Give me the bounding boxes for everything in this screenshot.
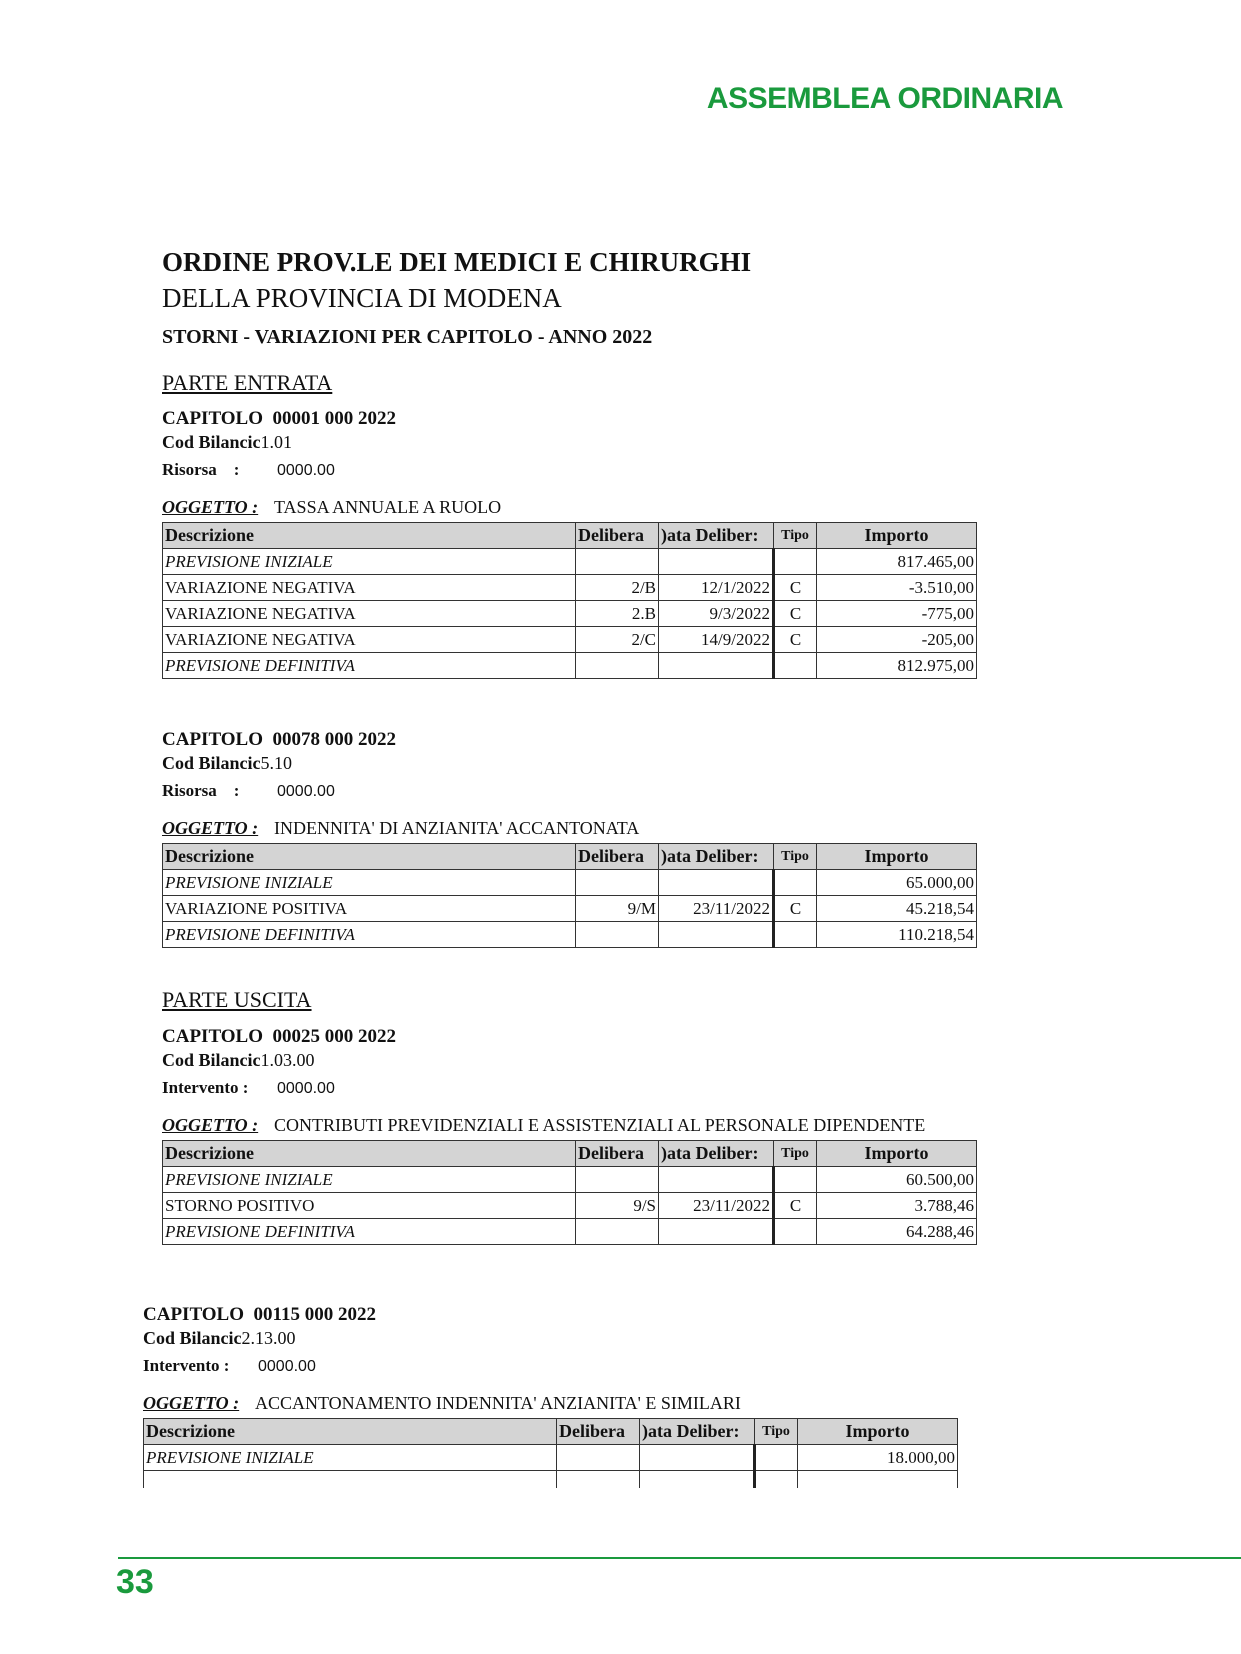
colon: : — [233, 781, 240, 800]
oggetto-line — [162, 496, 977, 518]
cod-bilancio-line — [162, 752, 977, 774]
cell-delibera: 9/S — [576, 1193, 659, 1219]
cell-delibera: 2/B — [576, 575, 659, 601]
cell-descrizione: PREVISIONE DEFINITIVA — [163, 653, 576, 679]
risorsa-label: Risorsa — [162, 460, 217, 479]
cell-data — [659, 922, 774, 948]
oggetto-label: OGGETTO : — [162, 497, 259, 517]
capitolo-block-truncated — [143, 1303, 958, 1488]
cell-importo: -3.510,00 — [817, 575, 977, 601]
cell-tipo: C — [774, 601, 817, 627]
parte-entrata-heading — [162, 370, 332, 396]
oggetto-label: OGGETTO : — [162, 1115, 259, 1135]
part-title: PARTE ENTRATA — [162, 370, 333, 395]
cod-bilancio-value: 2.13.00 — [241, 1328, 296, 1348]
cell-importo: 110.218,54 — [817, 922, 977, 948]
cell-data — [659, 870, 774, 896]
capitolo-code: 00001 000 2022 — [272, 408, 397, 429]
intervento-label: Intervento — [143, 1356, 220, 1375]
table-row — [163, 549, 977, 575]
capitolo-block — [162, 407, 977, 679]
table-row — [163, 1167, 977, 1193]
th-descrizione: Descrizione — [163, 844, 576, 870]
cod-bilancio-value: 1.01 — [260, 432, 293, 452]
th-tipo: Tipo — [774, 844, 817, 870]
cell-descrizione: PREVISIONE INIZIALE — [163, 870, 576, 896]
cod-bilancio-label: Cod Bilancic — [162, 432, 261, 452]
variazioni-table — [143, 1418, 958, 1488]
cell-importo: 3.788,46 — [817, 1193, 977, 1219]
table-row — [163, 575, 977, 601]
cell-delibera — [576, 922, 659, 948]
table-row — [163, 627, 977, 653]
cod-bilancio-value: 1.03.00 — [260, 1050, 315, 1070]
cell-delibera — [576, 1167, 659, 1193]
cell-importo: -205,00 — [817, 627, 977, 653]
th-descrizione: Descrizione — [163, 1141, 576, 1167]
cell-tipo — [774, 870, 817, 896]
cell-data: 14/9/2022 — [659, 627, 774, 653]
cell-data — [640, 1471, 755, 1489]
th-tipo: Tipo — [774, 523, 817, 549]
th-tipo: Tipo — [774, 1141, 817, 1167]
intervento-line — [162, 1077, 977, 1100]
capitolo-line — [162, 407, 977, 431]
table-row — [163, 601, 977, 627]
cell-data — [659, 1167, 774, 1193]
cell-importo: 812.975,00 — [817, 653, 977, 679]
cell-tipo: C — [774, 627, 817, 653]
cell-data — [659, 653, 774, 679]
intervento-line — [143, 1355, 958, 1378]
cell-descrizione: STORNO POSITIVO — [163, 1193, 576, 1219]
cell-data: 23/11/2022 — [659, 896, 774, 922]
th-delibera: Delibera — [557, 1419, 640, 1445]
table-header-row — [163, 1141, 977, 1167]
risorsa-line — [162, 780, 977, 803]
capitolo-label: CAPITOLO — [143, 1304, 245, 1325]
colon: : — [223, 1356, 230, 1375]
document-header — [162, 246, 1022, 349]
cell-data: 23/11/2022 — [659, 1193, 774, 1219]
cell-data: 12/1/2022 — [659, 575, 774, 601]
cell-importo: 18.000,00 — [798, 1445, 958, 1471]
th-delibera: Delibera — [576, 523, 659, 549]
cell-descrizione: PREVISIONE INIZIALE — [144, 1445, 557, 1471]
cod-bilancio-label: Cod Bilancic — [162, 1050, 261, 1070]
oggetto-line — [162, 817, 977, 839]
org-subtitle: DELLA PROVINCIA DI MODENA — [162, 282, 562, 313]
cell-descrizione: PREVISIONE DEFINITIVA — [163, 922, 576, 948]
footer-rule — [118, 1557, 1241, 1559]
variazioni-table — [162, 522, 977, 679]
cell-tipo — [774, 1219, 817, 1245]
capitolo-block — [162, 1025, 977, 1245]
cod-bilancio-line — [162, 431, 977, 453]
cell-tipo — [774, 922, 817, 948]
cod-bilancio-line — [143, 1327, 958, 1349]
cell-importo: 60.500,00 — [817, 1167, 977, 1193]
cell-descrizione: PREVISIONE DEFINITIVA — [163, 1219, 576, 1245]
cell-tipo: C — [774, 575, 817, 601]
capitolo-line — [143, 1303, 958, 1327]
oggetto-value: ACCANTONAMENTO INDENNITA' ANZIANITA' E SIMILARI — [255, 1393, 741, 1413]
th-delibera: Delibera — [576, 844, 659, 870]
running-header: ASSEMBLEA ORDINARIA — [706, 82, 1063, 115]
intervento-value: 0000.00 — [258, 1358, 316, 1375]
cell-descrizione: VARIAZIONE NEGATIVA — [163, 627, 576, 653]
oggetto-label: OGGETTO : — [162, 818, 259, 838]
table-header-row — [163, 523, 977, 549]
th-importo: Importo — [798, 1419, 958, 1445]
table-row — [144, 1471, 958, 1489]
cell-data: 9/3/2022 — [659, 601, 774, 627]
cell-tipo — [755, 1471, 798, 1489]
parte-uscita-heading — [162, 987, 312, 1013]
th-data-delibera: )ata Deliber: — [659, 523, 774, 549]
cell-importo: -775,00 — [817, 601, 977, 627]
cell-importo: 64.288,46 — [817, 1219, 977, 1245]
capitolo-code: 00078 000 2022 — [272, 729, 397, 750]
cell-descrizione: VARIAZIONE NEGATIVA — [163, 575, 576, 601]
risorsa-value: 0000.00 — [277, 783, 335, 800]
intervento-label: Intervento — [162, 1078, 239, 1097]
cod-bilancio-label: Cod Bilancic — [162, 753, 261, 773]
cell-tipo — [774, 1167, 817, 1193]
capitolo-label: CAPITOLO — [162, 729, 264, 750]
cell-delibera — [576, 1219, 659, 1245]
cell-delibera: 9/M — [576, 896, 659, 922]
th-importo: Importo — [817, 844, 977, 870]
table-row — [163, 870, 977, 896]
th-data-delibera: )ata Deliber: — [659, 1141, 774, 1167]
oggetto-value: TASSA ANNUALE A RUOLO — [274, 497, 502, 517]
capitolo-block — [162, 728, 977, 948]
oggetto-value: INDENNITA' DI ANZIANITA' ACCANTONATA — [274, 818, 640, 838]
cell-importo: 817.465,00 — [817, 549, 977, 575]
report-title: STORNI - VARIAZIONI PER CAPITOLO - ANNO 2022 — [162, 325, 653, 348]
risorsa-label: Risorsa — [162, 781, 217, 800]
cell-tipo — [755, 1445, 798, 1471]
cell-descrizione: VARIAZIONE POSITIVA — [163, 896, 576, 922]
org-title: ORDINE PROV.LE DEI MEDICI E CHIRURGHI — [162, 247, 752, 277]
variazioni-table — [162, 843, 977, 948]
oggetto-line — [143, 1392, 958, 1414]
th-descrizione: Descrizione — [163, 523, 576, 549]
th-delibera: Delibera — [576, 1141, 659, 1167]
table-header-row — [163, 844, 977, 870]
cod-bilancio-label: Cod Bilancic — [143, 1328, 242, 1348]
variazioni-table — [162, 1140, 977, 1245]
th-importo: Importo — [817, 1141, 977, 1167]
risorsa-line — [162, 459, 977, 482]
cell-data — [640, 1445, 755, 1471]
cell-importo — [798, 1471, 958, 1489]
cell-delibera — [576, 653, 659, 679]
cell-descrizione — [144, 1471, 557, 1489]
cell-delibera: 2.B — [576, 601, 659, 627]
capitolo-code: 00025 000 2022 — [272, 1026, 397, 1047]
capitolo-line — [162, 1025, 977, 1049]
oggetto-label: OGGETTO : — [143, 1393, 240, 1413]
cell-data — [659, 549, 774, 575]
th-descrizione: Descrizione — [144, 1419, 557, 1445]
cell-tipo — [774, 549, 817, 575]
cod-bilancio-value: 5.10 — [260, 753, 293, 773]
table-row — [163, 1193, 977, 1219]
colon: : — [233, 460, 240, 479]
table-row — [163, 896, 977, 922]
cell-delibera — [576, 549, 659, 575]
capitolo-label: CAPITOLO — [162, 408, 264, 429]
cell-tipo — [774, 653, 817, 679]
table-row — [163, 922, 977, 948]
intervento-value: 0000.00 — [277, 1080, 335, 1097]
table-header-row — [144, 1419, 958, 1445]
cell-descrizione: PREVISIONE INIZIALE — [163, 1167, 576, 1193]
table-row — [163, 653, 977, 679]
cell-importo: 45.218,54 — [817, 896, 977, 922]
cell-delibera: 2/C — [576, 627, 659, 653]
cell-importo: 65.000,00 — [817, 870, 977, 896]
th-data-delibera: )ata Deliber: — [659, 844, 774, 870]
oggetto-value: CONTRIBUTI PREVIDENZIALI E ASSISTENZIALI AL PERSONALE DIPENDENTE — [274, 1115, 926, 1135]
cell-data — [659, 1219, 774, 1245]
risorsa-value: 0000.00 — [277, 462, 335, 479]
th-importo: Importo — [817, 523, 977, 549]
capitolo-line — [162, 728, 977, 752]
cod-bilancio-line — [162, 1049, 977, 1071]
page-number: 33 — [116, 1563, 154, 1601]
part-title: PARTE USCITA — [162, 987, 312, 1012]
th-tipo: Tipo — [755, 1419, 798, 1445]
capitolo-label: CAPITOLO — [162, 1026, 264, 1047]
cell-delibera — [557, 1471, 640, 1489]
table-row — [163, 1219, 977, 1245]
cell-tipo: C — [774, 896, 817, 922]
th-data-delibera: )ata Deliber: — [640, 1419, 755, 1445]
table-row — [144, 1445, 958, 1471]
capitolo-code: 00115 000 2022 — [253, 1304, 376, 1325]
cell-descrizione: PREVISIONE INIZIALE — [163, 549, 576, 575]
oggetto-line — [162, 1114, 977, 1136]
colon: : — [242, 1078, 249, 1097]
cell-tipo: C — [774, 1193, 817, 1219]
cell-delibera — [576, 870, 659, 896]
cell-delibera — [557, 1445, 640, 1471]
cell-descrizione: VARIAZIONE NEGATIVA — [163, 601, 576, 627]
